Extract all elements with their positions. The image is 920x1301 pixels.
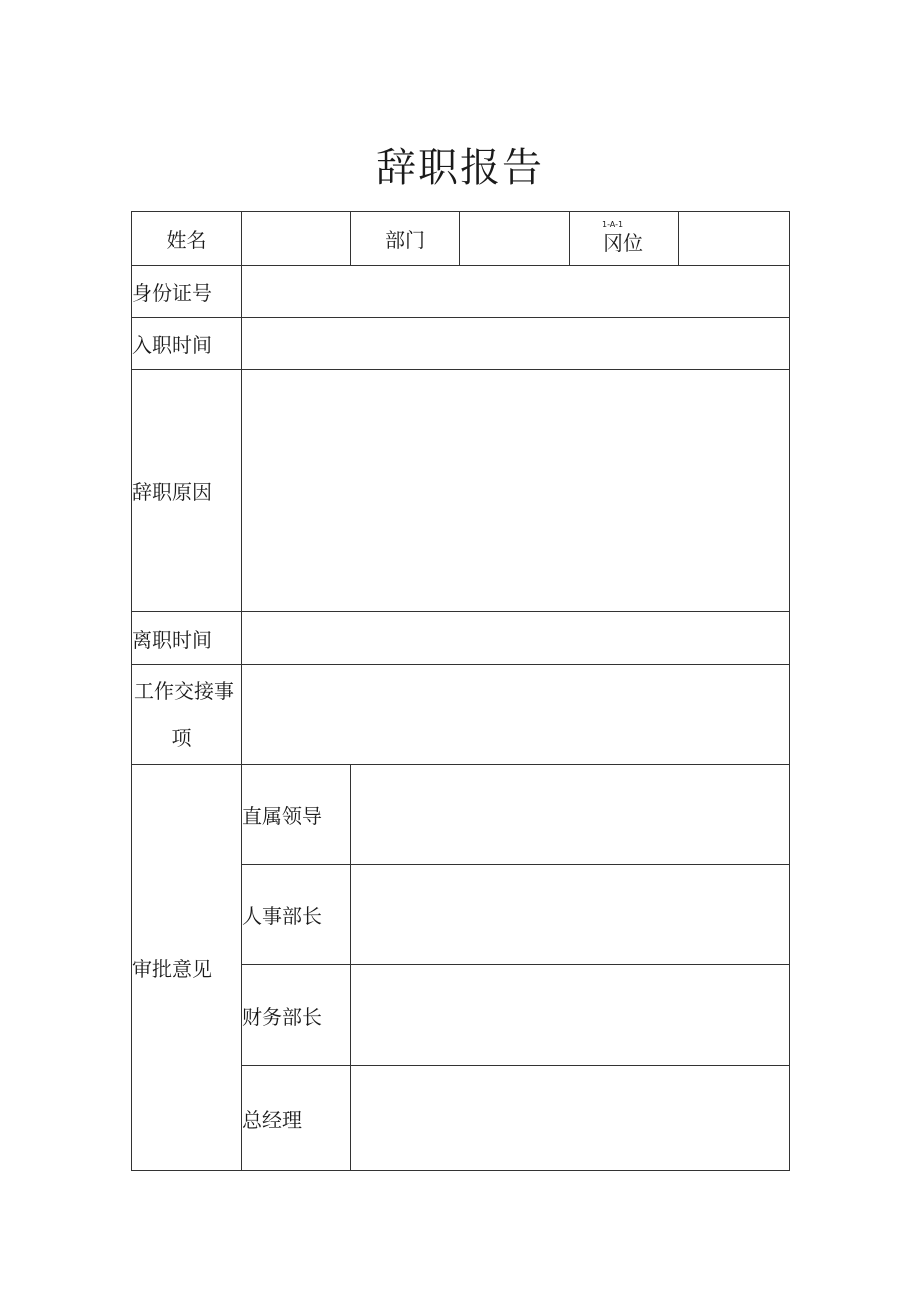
name-field[interactable] (242, 212, 351, 266)
id-number-label: 身份证号 (132, 266, 242, 318)
hire-date-field[interactable] (242, 318, 790, 370)
approval-field-finance-head[interactable] (351, 965, 790, 1066)
row-id-number (132, 266, 790, 318)
department-label: 部门 (351, 212, 460, 266)
approval-role-hr-head: 人事部长 (242, 865, 351, 965)
approval-role-direct-leader: 直属领导 (242, 765, 351, 865)
name-label: 姓名 (132, 212, 242, 266)
row-hire-date (132, 318, 790, 370)
approval-field-general-manager[interactable] (351, 1066, 790, 1171)
row-leave-date (132, 612, 790, 665)
post-label-cell (570, 212, 679, 266)
row-resignation-reason (132, 370, 790, 612)
approval-role-general-manager: 总经理 (242, 1066, 351, 1171)
post-label: 冈位 (603, 231, 643, 255)
id-number-field[interactable] (242, 266, 790, 318)
approval-field-direct-leader[interactable] (351, 765, 790, 865)
resignation-form-table (131, 211, 790, 1171)
handover-label-line2: 项 (171, 725, 192, 750)
handover-label (132, 665, 242, 765)
post-field[interactable] (679, 212, 790, 266)
handover-label-line1: 工作交接事 (134, 678, 234, 703)
handover-field[interactable] (242, 665, 790, 765)
department-field[interactable] (460, 212, 570, 266)
hire-date-label: 入职时间 (132, 318, 242, 370)
leave-date-field[interactable] (242, 612, 790, 665)
approval-label: 审批意见 (132, 765, 242, 1171)
post-tag: 1-A-1 (602, 220, 624, 229)
resignation-reason-field[interactable] (242, 370, 790, 612)
row-handover (132, 665, 790, 765)
approval-role-finance-head: 财务部长 (242, 965, 351, 1066)
resignation-reason-label: 辞职原因 (132, 370, 242, 612)
approval-field-hr-head[interactable] (351, 865, 790, 965)
row-approval-direct-leader (132, 765, 790, 865)
leave-date-label: 离职时间 (132, 612, 242, 665)
page-title: 辞职报告 (376, 145, 544, 191)
row-basic-info (132, 212, 790, 266)
